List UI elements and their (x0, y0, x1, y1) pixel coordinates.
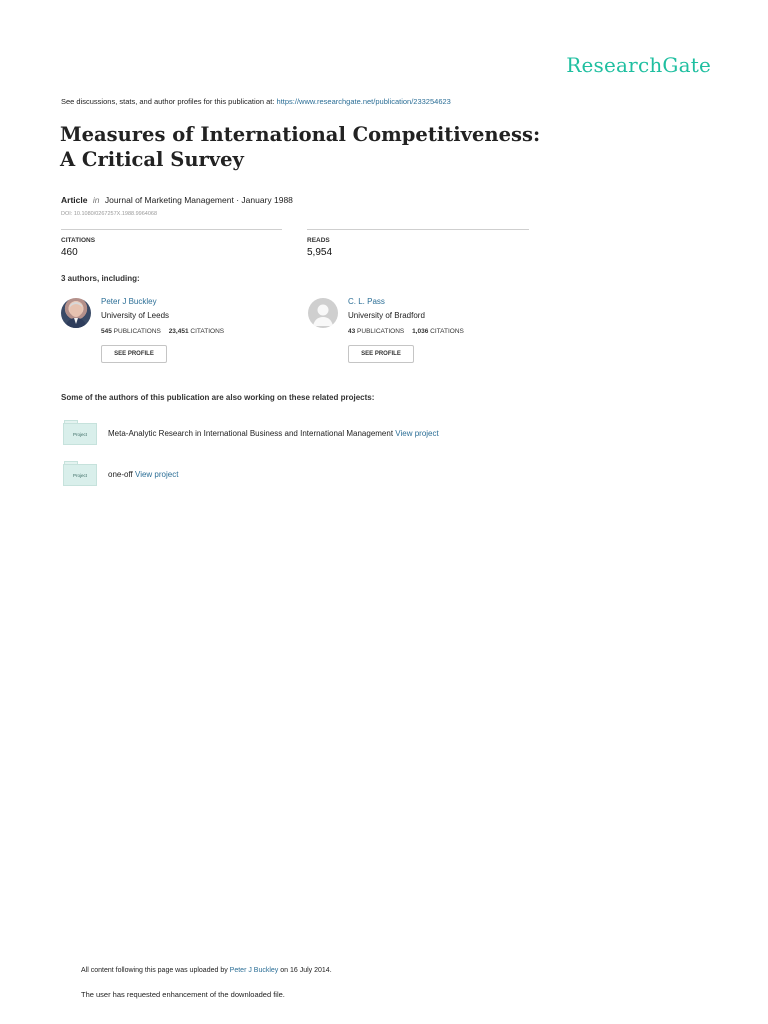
citations-value: 460 (61, 247, 78, 258)
see-profile-button[interactable]: SEE PROFILE (348, 345, 414, 363)
upload-prefix: All content following this page was uploaded by (81, 967, 228, 974)
author-institution: University of Bradford (348, 311, 425, 320)
author-card (61, 297, 281, 367)
uploader-link[interactable]: Peter J Buckley (229, 967, 279, 974)
reads-label: READS (307, 237, 330, 244)
see-profile-button[interactable]: SEE PROFILE (101, 345, 167, 363)
meta-in: in (92, 195, 100, 205)
author-card (308, 297, 528, 367)
authors-heading: 3 authors, including: (61, 274, 140, 283)
reads-value: 5,954 (307, 247, 333, 258)
author-citations-count: 1,036 (412, 328, 429, 335)
author-citations-label: CITATIONS (190, 328, 225, 335)
project-icon-label: Project (63, 423, 97, 445)
author-name-link[interactable]: Peter J Buckley (101, 297, 157, 306)
citations-label: CITATIONS (61, 237, 96, 244)
article-meta (61, 195, 293, 205)
author-avatar[interactable] (61, 298, 91, 328)
article-type: Article (61, 195, 88, 205)
publication-url-link[interactable]: https://www.researchgate.net/publication/233254623 (276, 97, 451, 106)
publications-count: 545 (101, 328, 112, 335)
project-title: Meta-Analytic Research in International Business and International Management (108, 429, 394, 438)
project-title: one-off (108, 470, 133, 479)
author-counts (101, 328, 224, 335)
article-title: Measures of International Competitiveness: A Critical Survey (60, 123, 541, 171)
header-note (61, 97, 451, 106)
upload-suffix: on 16 July 2014. (280, 967, 332, 974)
publications-count: 43 (348, 328, 356, 335)
researchgate-logo[interactable]: ResearchGate (566, 53, 711, 77)
author-citations-count: 23,451 (168, 328, 189, 335)
publications-label: PUBLICATIONS (357, 328, 405, 335)
reads-stat (307, 229, 529, 258)
project-text (108, 429, 439, 438)
footer-enhancement-note: The user has requested enhancement of the downloaded file. (81, 990, 285, 999)
header-note-text: See discussions, stats, and author profiles for this publication at: (61, 97, 275, 106)
view-project-link[interactable]: View project (395, 429, 439, 438)
project-folder-icon (63, 461, 99, 487)
doi: DOI: 10.1080/0267257X.1988.9964068 (61, 211, 158, 217)
author-name-link[interactable]: C. L. Pass (348, 297, 385, 306)
journal-date: Journal of Marketing Management · January 1988 (104, 195, 293, 205)
project-text (108, 470, 178, 479)
view-project-link[interactable]: View project (135, 470, 179, 479)
author-citations-label: CITATIONS (430, 328, 464, 335)
author-avatar-placeholder-icon[interactable] (308, 298, 338, 328)
author-counts (348, 328, 464, 335)
projects-heading: Some of the authors of this publication are also working on these related projects: (61, 393, 375, 402)
author-institution: University of Leeds (101, 311, 170, 320)
project-icon-label: Project (63, 464, 97, 486)
project-folder-icon (63, 420, 99, 446)
citations-stat (61, 229, 282, 258)
publications-label: PUBLICATIONS (113, 328, 161, 335)
footer-upload-note (81, 967, 332, 974)
